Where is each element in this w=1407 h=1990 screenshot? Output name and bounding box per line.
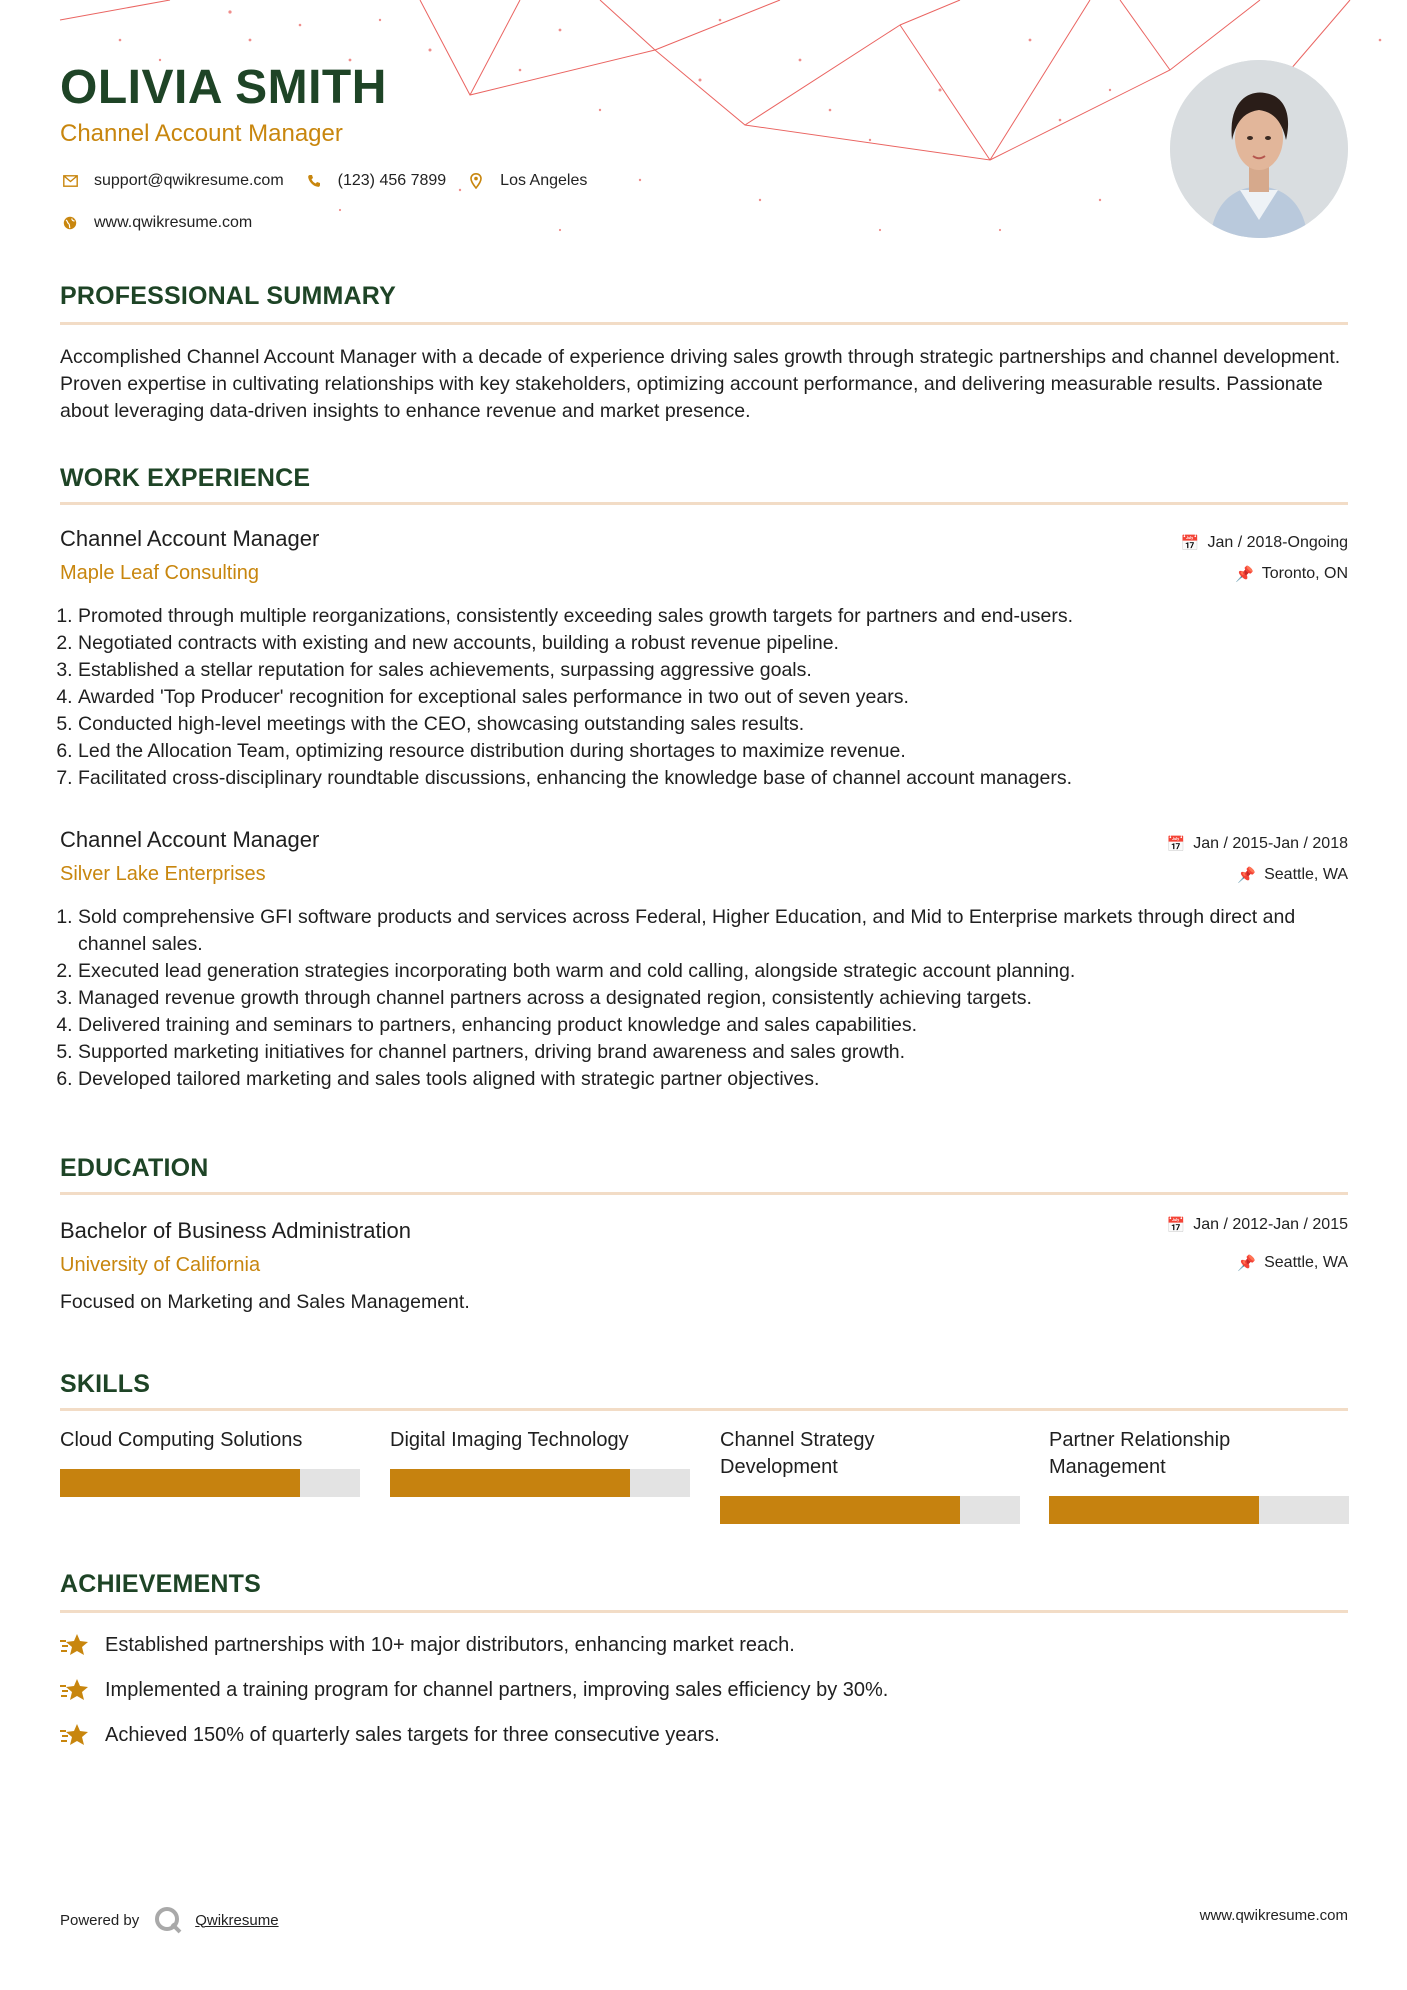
phone-number[interactable]: (123) 456 7899 xyxy=(337,172,447,189)
job-dates xyxy=(1181,534,1348,552)
job-dates-text: Jan / 2018-Ongoing xyxy=(1207,534,1348,551)
job-bullets xyxy=(60,904,1348,1093)
footer-site[interactable]: www.qwikresume.com xyxy=(1199,1907,1348,1924)
skill-bar-fill xyxy=(60,1469,300,1497)
skill-bar-fill xyxy=(1049,1496,1259,1524)
education-divider xyxy=(60,1192,1348,1195)
list-item: 5. Supported marketing initiatives for channel partners, driving brand awareness and sales growth. xyxy=(78,1039,1348,1066)
experience-divider xyxy=(60,502,1348,505)
job-role: Channel Account Manager xyxy=(60,827,320,852)
qwikresume-link[interactable]: Qwikresume xyxy=(195,1911,279,1929)
list-item: 2. Executed lead generation strategies incorporating both warm and cold calling, alongside strategic account planning. xyxy=(78,958,1348,985)
calendar-icon: 📅 xyxy=(1166,836,1186,853)
job-place-text: Seattle, WA xyxy=(1264,866,1348,883)
website-link[interactable]: www.qwikresume.com xyxy=(94,214,253,231)
skill-name: Digital Imaging Technology xyxy=(390,1429,629,1451)
list-item: 2. Negotiated contracts with existing and new accounts, building a robust revenue pipeline. xyxy=(78,630,1366,657)
education-dates xyxy=(1167,1216,1348,1234)
skill-item xyxy=(1049,1427,1259,1481)
list-item: 1. Sold comprehensive GFI software products and services across Federal, Higher Education, and Mid to Enterprise markets through direct and channel sales. xyxy=(78,904,1348,958)
pushpin-icon: 📌 xyxy=(1235,566,1254,583)
skill-bar-track xyxy=(1049,1496,1349,1524)
list-item: 5. Conducted high-level meetings with the CEO, showcasing outstanding sales results. xyxy=(78,711,1366,738)
skill-bar-track xyxy=(390,1469,690,1497)
achievement-item xyxy=(60,1677,888,1703)
job-company: Silver Lake Enterprises xyxy=(60,863,266,885)
list-item: 4. Awarded 'Top Producer' recognition for exceptional sales performance in two out of seven years. xyxy=(78,684,1366,711)
list-item: 3. Established a stellar reputation for sales achievements, surpassing aggressive goals. xyxy=(78,657,1366,684)
education-degree: Bachelor of Business Administration xyxy=(60,1218,411,1243)
candidate-name: OLIVIA SMITH xyxy=(60,61,387,114)
achievement-text: Implemented a training program for channel partners, improving sales efficiency by 30%. xyxy=(105,1678,889,1701)
job-place xyxy=(1235,565,1348,583)
star-icon xyxy=(60,1722,90,1748)
summary-heading: PROFESSIONAL SUMMARY xyxy=(60,282,396,310)
skill-bar-track xyxy=(60,1469,360,1497)
skill-name: Cloud Computing Solutions xyxy=(60,1429,303,1451)
skill-bar-fill xyxy=(720,1496,960,1524)
calendar-icon: 📅 xyxy=(1180,535,1200,552)
skill-item xyxy=(390,1427,690,1454)
education-dates-text: Jan / 2012-Jan / 2015 xyxy=(1193,1216,1348,1233)
globe-icon xyxy=(60,216,80,230)
job-dates-text: Jan / 2015-Jan / 2018 xyxy=(1193,835,1348,852)
list-item: 4. Delivered training and seminars to partners, enhancing product knowledge and sales capabilities. xyxy=(78,1012,1348,1039)
achievements-heading: ACHIEVEMENTS xyxy=(60,1570,262,1598)
list-item: 7. Facilitated cross-disciplinary roundtable discussions, enhancing the knowledge base of channel account managers. xyxy=(78,765,1366,792)
achievements-divider xyxy=(60,1610,1348,1613)
experience-heading: WORK EXPERIENCE xyxy=(60,464,311,492)
location-text: Los Angeles xyxy=(500,172,588,189)
qwikresume-logo-icon xyxy=(153,1905,183,1935)
education-place xyxy=(1237,1254,1348,1272)
pushpin-icon: 📌 xyxy=(1237,867,1257,884)
list-item: 6. Led the Allocation Team, optimizing resource distribution during shortages to maximize revenue. xyxy=(78,738,1366,765)
star-icon xyxy=(60,1677,90,1703)
calendar-icon: 📅 xyxy=(1166,1217,1186,1234)
contact-row-secondary xyxy=(60,214,272,232)
envelope-icon xyxy=(60,175,80,187)
contact-row-primary xyxy=(60,172,607,190)
achievement-item xyxy=(60,1632,795,1658)
job-dates xyxy=(1167,835,1348,853)
list-item: 1. Promoted through multiple reorganizations, consistently exceeding sales growth targets for partners and end-users. xyxy=(78,603,1366,630)
achievement-text: Achieved 150% of quarterly sales targets for three consecutive years. xyxy=(105,1723,720,1746)
skill-name: Channel Strategy Development xyxy=(720,1429,875,1478)
achievement-item xyxy=(60,1722,720,1748)
skill-bar-fill xyxy=(390,1469,630,1497)
summary-divider xyxy=(60,322,1348,325)
job-role: Channel Account Manager xyxy=(60,526,320,551)
candidate-title: Channel Account Manager xyxy=(60,120,343,147)
skill-item xyxy=(60,1427,360,1454)
footer-powered xyxy=(60,1905,279,1935)
list-item: 3. Managed revenue growth through channel partners across a designated region, consistently achieving targets. xyxy=(78,985,1348,1012)
job-place-text: Toronto, ON xyxy=(1261,565,1348,582)
job-bullets xyxy=(60,603,1366,792)
profile-photo xyxy=(1170,60,1348,238)
skills-divider xyxy=(60,1408,1348,1411)
summary-text: Accomplished Channel Account Manager with a decade of experience driving sales growth through strategic partnerships and channel development. Proven expertise in cultivating relationships with key stakeholders, optimizing account performance, and delivering measurable results. Passionate about leveraging data-driven insights to enhance revenue and market presence. xyxy=(60,346,1341,422)
skill-bar-track xyxy=(720,1496,1020,1524)
skill-name: Partner Relationship Management xyxy=(1049,1429,1231,1478)
achievement-text: Established partnerships with 10+ major distributors, enhancing market reach. xyxy=(105,1633,795,1656)
job-company: Maple Leaf Consulting xyxy=(60,562,260,584)
map-pin-icon xyxy=(466,173,486,189)
powered-by-label: Powered by xyxy=(60,1911,140,1929)
star-icon xyxy=(60,1632,90,1658)
pushpin-icon: 📌 xyxy=(1237,1255,1257,1272)
skills-heading: SKILLS xyxy=(60,1370,151,1398)
education-heading: EDUCATION xyxy=(60,1154,209,1182)
email-link[interactable]: support@qwikresume.com xyxy=(94,172,284,189)
education-school: University of California xyxy=(60,1254,261,1276)
phone-icon xyxy=(304,174,324,188)
list-item: 6. Developed tailored marketing and sales tools aligned with strategic partner objectives. xyxy=(78,1066,1348,1093)
education-note: Focused on Marketing and Sales Management. xyxy=(60,1291,470,1313)
education-place-text: Seattle, WA xyxy=(1264,1254,1348,1271)
skill-item xyxy=(720,1427,920,1481)
job-place xyxy=(1237,866,1348,884)
